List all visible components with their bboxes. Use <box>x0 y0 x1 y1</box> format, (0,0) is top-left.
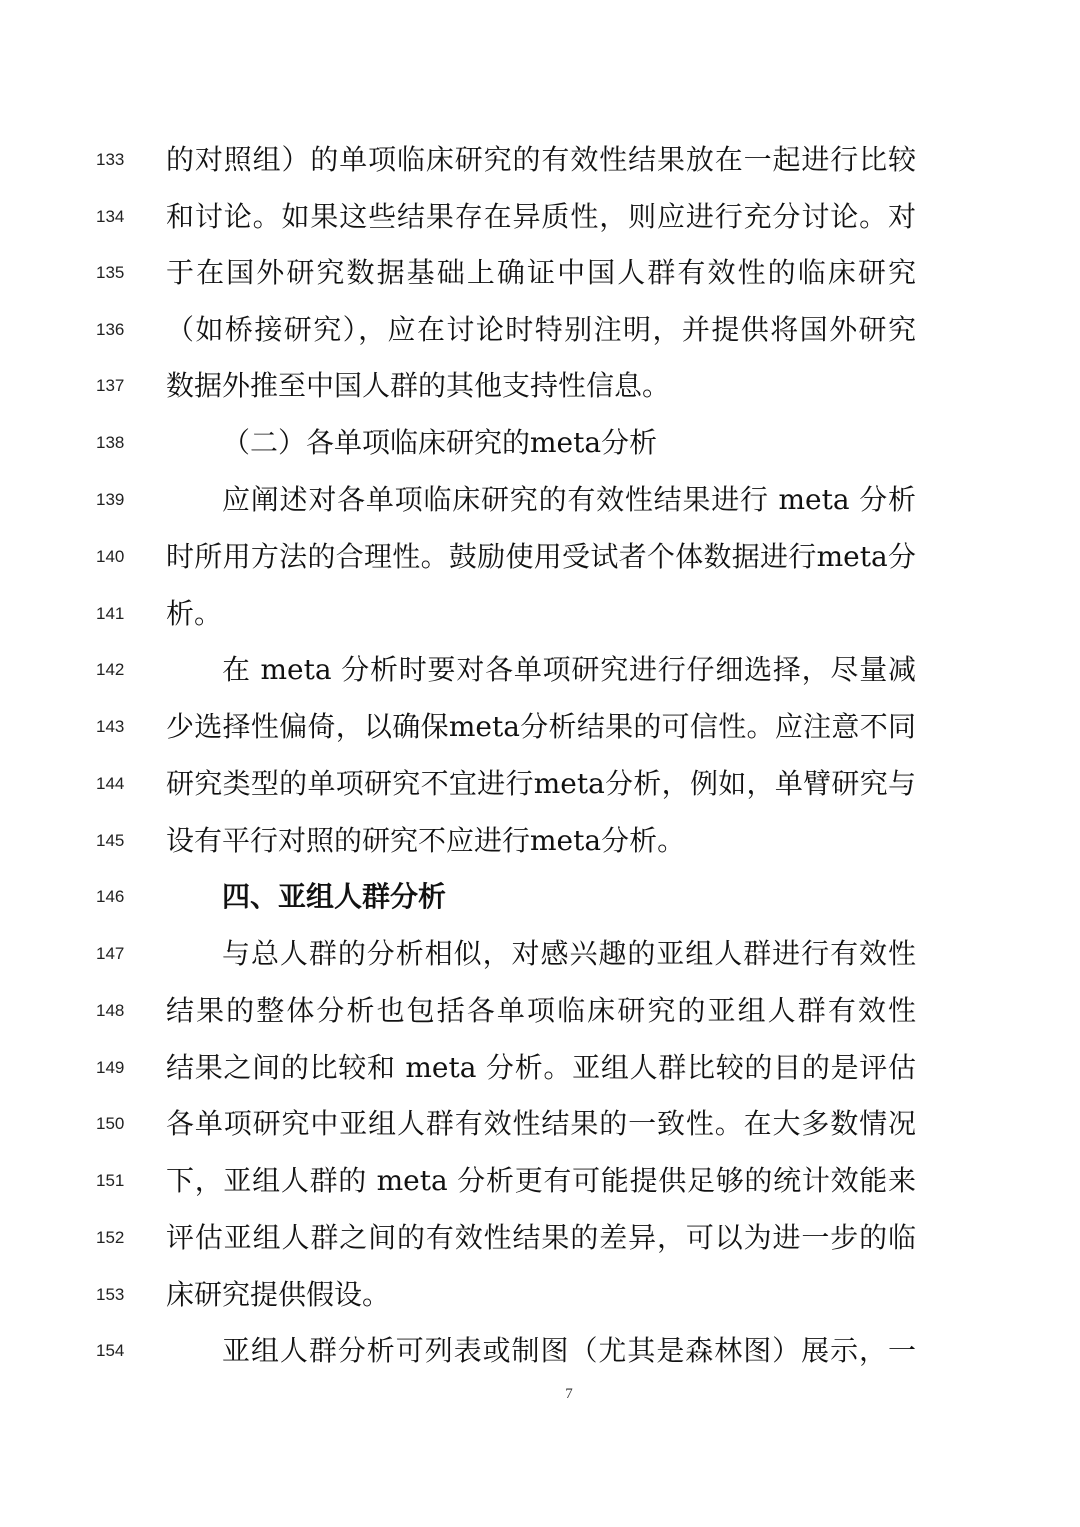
line-number: 153 <box>96 1285 125 1304</box>
text-line <box>0 991 1080 1031</box>
section-title: 四、亚组人群分析 <box>222 880 447 913</box>
line-number: 143 <box>96 717 125 736</box>
line-text: 时所用方法的合理性。鼓励使用受试者个体数据进行meta分 <box>166 540 916 573</box>
line-text: 于在国外研究数据基础上确证中国人群有效性的临床研究 <box>166 256 916 289</box>
line-text: 评估亚组人群之间的有效性结果的差异，可以为进一步的临 <box>166 1221 916 1254</box>
line-number: 141 <box>96 604 125 623</box>
text-line <box>0 707 1080 747</box>
line-text: 结果的整体分析也包括各单项临床研究的亚组人群有效性 <box>166 994 916 1027</box>
line-text: 结果之间的比较和 meta 分析。亚组人群比较的目的是评估 <box>166 1051 916 1084</box>
text-line <box>0 1331 1080 1371</box>
text-line <box>0 764 1080 804</box>
line-text: （如桥接研究），应在讨论时特别注明，并提供将国外研究 <box>166 313 916 346</box>
section-heading <box>0 423 1080 463</box>
text-line <box>0 1161 1080 1201</box>
text-line <box>0 480 1080 520</box>
line-text: 的对照组）的单项临床研究的有效性结果放在一起进行比较 <box>166 143 916 176</box>
line-text: 应阐述对各单项临床研究的有效性结果进行 meta 分析 <box>222 483 916 516</box>
line-number: 152 <box>96 1228 125 1247</box>
line-text: 设有平行对照的研究不应进行meta分析。 <box>166 824 686 857</box>
line-number: 147 <box>96 944 125 963</box>
section-heading <box>0 877 1080 917</box>
text-line <box>0 1275 1080 1315</box>
text-line <box>0 1218 1080 1258</box>
line-text: 各单项研究中亚组人群有效性结果的一致性。在大多数情况 <box>166 1107 916 1140</box>
text-line <box>0 821 1080 861</box>
line-text: 下，亚组人群的 meta 分析更有可能提供足够的统计效能来 <box>166 1164 916 1197</box>
text-line <box>0 310 1080 350</box>
line-text: 与总人群的分析相似，对感兴趣的亚组人群进行有效性 <box>222 937 916 970</box>
line-number: 136 <box>96 320 125 339</box>
text-line <box>0 253 1080 293</box>
page-number: 7 <box>565 1386 573 1402</box>
line-text: 亚组人群分析可列表或制图（尤其是森林图）展示，一 <box>222 1334 916 1367</box>
line-number: 149 <box>96 1058 125 1077</box>
text-line <box>0 366 1080 406</box>
line-number: 133 <box>96 150 125 169</box>
text-line <box>0 1048 1080 1088</box>
text-line <box>0 594 1080 634</box>
line-number: 140 <box>96 547 125 566</box>
line-number: 146 <box>96 887 125 906</box>
text-line <box>0 934 1080 974</box>
line-number: 139 <box>96 490 125 509</box>
subsection-title: （二）各单项临床研究的meta分析 <box>222 426 658 459</box>
line-number: 144 <box>96 774 125 793</box>
line-text: 和讨论。如果这些结果存在异质性，则应进行充分讨论。对 <box>166 200 916 233</box>
line-number: 142 <box>96 660 125 679</box>
line-number: 150 <box>96 1114 125 1133</box>
text-line <box>0 537 1080 577</box>
line-number: 135 <box>96 263 125 282</box>
text-line <box>0 140 1080 180</box>
line-number: 148 <box>96 1001 125 1020</box>
line-number: 138 <box>96 433 125 452</box>
line-number: 154 <box>96 1341 125 1360</box>
line-number: 151 <box>96 1171 125 1190</box>
line-number: 145 <box>96 831 125 850</box>
line-text: 在 meta 分析时要对各单项研究进行仔细选择，尽量减 <box>222 653 916 686</box>
text-line <box>0 1104 1080 1144</box>
line-text: 析。 <box>166 597 223 630</box>
line-number: 137 <box>96 376 125 395</box>
text-line <box>0 650 1080 690</box>
line-text: 床研究提供假设。 <box>166 1278 391 1311</box>
line-text: 研究类型的单项研究不宜进行meta分析，例如，单臂研究与 <box>166 767 916 800</box>
line-number: 134 <box>96 207 125 226</box>
line-text: 少选择性偏倚，以确保meta分析结果的可信性。应注意不同 <box>166 710 916 743</box>
text-line <box>0 197 1080 237</box>
line-text: 数据外推至中国人群的其他支持性信息。 <box>166 369 671 402</box>
